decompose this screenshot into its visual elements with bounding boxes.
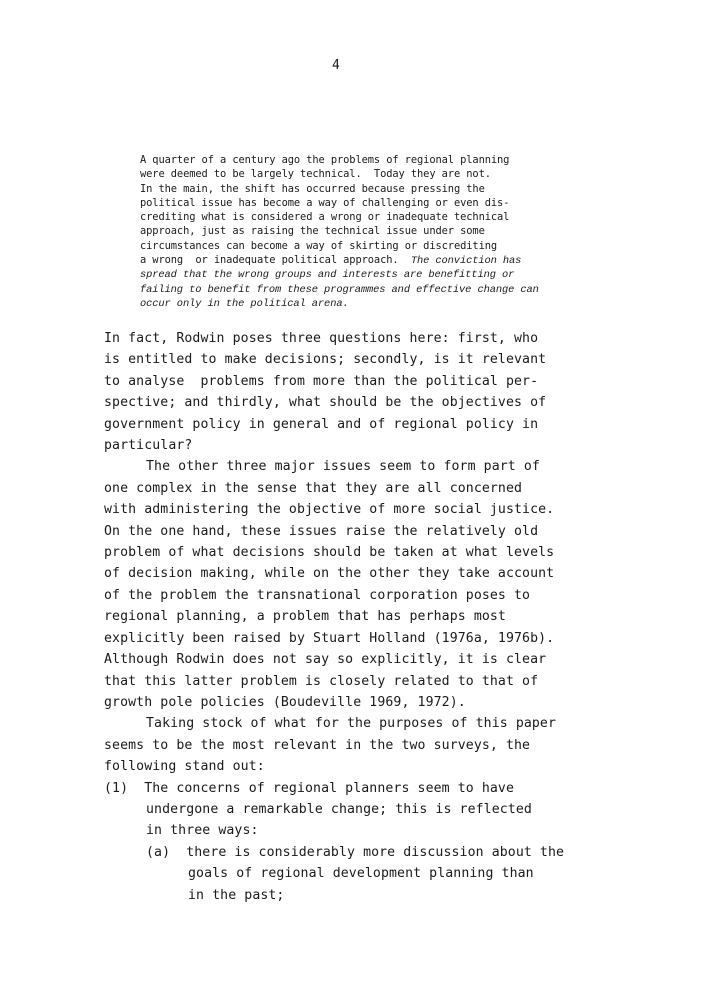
body-line: to analyse problems from more than the political per- xyxy=(104,373,539,389)
quote-line: approach, just as raising the technical issue under some xyxy=(140,225,485,238)
block-quote xyxy=(140,153,620,311)
body-line: particular? xyxy=(104,438,193,454)
body-line: explicitly been raised by Stuart Holland (1976a, 1976b). xyxy=(104,630,555,646)
quote-line: were deemed to be largely technical. Today they are not. xyxy=(140,168,491,181)
body-line: In fact, Rodwin poses three questions here: first, who xyxy=(104,331,539,346)
body-line: of decision making, while on the other they take account xyxy=(104,566,555,582)
body-line: Although Rodwin does not say so explicitly, it is clear xyxy=(104,652,547,668)
list-item-a: (a) there is considerably more discussion about the xyxy=(146,844,565,860)
quote-line: In the main, the shift has occurred because pressing the xyxy=(140,182,485,195)
body-line: undergone a remarkable change; this is reflected xyxy=(146,801,532,817)
quote-line: crediting what is considered a wrong or inadequate technical xyxy=(140,211,510,224)
body-line: of the problem the transnational corporation poses to xyxy=(104,587,531,603)
body-line: with administering the objective of more social justice. xyxy=(104,502,555,518)
body-line: Taking stock of what for the purposes of this paper xyxy=(146,716,557,732)
body-text xyxy=(104,328,664,906)
quote-line-italic: occur only in the political arena. xyxy=(140,297,349,310)
quote-line-italic: failing to benefit from these programmes and effective change can xyxy=(140,283,539,296)
body-line: seems to be the most relevant in the two surveys, the xyxy=(104,737,531,753)
quote-line: A quarter of a century ago the problems of regional planning xyxy=(140,154,510,166)
body-line: The other three major issues seem to form part of xyxy=(146,459,540,475)
body-line: government policy in general and of regional policy in xyxy=(104,416,539,432)
quote-line xyxy=(140,253,620,268)
quote-line-text: a wrong or inadequate political approach. xyxy=(140,254,399,267)
body-line: one complex in the sense that they are all concerned xyxy=(104,480,523,496)
body-line: following stand out: xyxy=(104,759,265,775)
quote-line: political issue has become a way of challenging or even dis- xyxy=(140,196,510,209)
body-line: growth pole policies (Boudeville 1969, 1972). xyxy=(104,694,466,710)
quote-italic-text: The conviction has xyxy=(410,255,522,268)
list-item-1: (1) The concerns of regional planners seem to have xyxy=(104,780,515,796)
body-line: problem of what decisions should be taken at what levels xyxy=(104,545,555,561)
body-line: that this latter problem is closely related to that of xyxy=(104,673,539,689)
quote-line: circumstances can become a way of skirting or discrediting xyxy=(140,239,498,252)
body-line: is entitled to make decisions; secondly, is it relevant xyxy=(104,352,547,368)
body-line: regional planning, a problem that has perhaps most xyxy=(104,609,506,625)
body-line: On the one hand, these issues raise the relatively old xyxy=(104,523,539,539)
body-line: in three ways: xyxy=(146,823,259,839)
body-line: in the past; xyxy=(188,887,285,903)
body-line: goals of regional development planning than xyxy=(188,866,534,882)
body-line: spective; and thirdly, what should be the objectives of xyxy=(104,395,547,411)
quote-line-italic: spread that the wrong groups and interests are benefitting or xyxy=(140,269,515,282)
page-number: 4 xyxy=(332,58,340,73)
